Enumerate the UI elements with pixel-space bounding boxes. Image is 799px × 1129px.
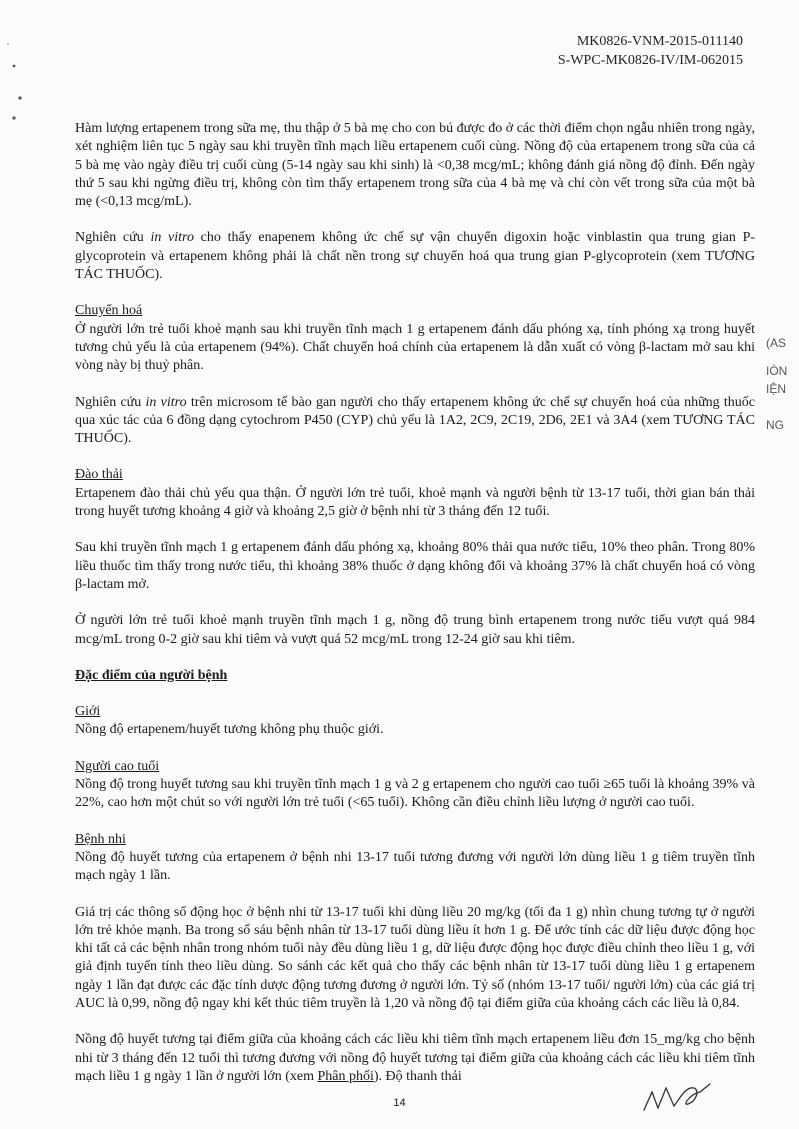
metabolism-heading: Chuyển hoá [75,303,143,319]
elderly-heading: Người cao tuổi [75,758,160,774]
gender-heading: Giới [75,704,101,720]
handwritten-initials [640,1078,720,1118]
partial-stamp-fragment: (AS IÒN IỆN NG [766,336,788,432]
document-code-line-2: S-WPC-MK0826-IV/IM-062015 [557,53,743,68]
in-vitro-term: in vitro [145,394,187,410]
paragraph-elderly: Nồng độ trong huyết tương sau khi truyền tĩnh mạch 1 g và 2 g ertapenem cho người cao tuổi ≥65 tuổi là khoảng 39% và 22%, cao hơn một chút so với người lớn trẻ tuổi (<65 tuổi). Không cần điều chỉnh liều lượng ở người cao tuổi. [75,777,755,811]
patient-characteristics-title: Đặc điểm của người bệnh [75,667,228,683]
paragraph-urine-concentration: Ở người lớn trẻ tuổi khoẻ mạnh truyền tĩnh mạch 1 g, nồng độ trung bình ertapenem trong nước tiểu vượt quá 984 mcg/mL trong 0-2 giờ sau khi tiêm và vượt quá 52 mcg/mL trong 12-24 giờ sau khi tiêm. [75,613,755,647]
paragraph-p-glycoprotein: Nghiên cứu in vitro cho thấy enapenem không ức chế sự vận chuyển digoxin hoặc vinblastin qua trung gian P-glycoprotein và ertapenem không phải là chất nền trong sự chuyển hoá qua trung gian P-glycoprotein (xem TƯƠNG TÁC THUỐC). [75,230,756,283]
paragraph-gender: Nồng độ ertapenem/huyết tương không phụ thuộc giới. [75,722,384,738]
paragraph-elimination: Ertapenem đào thải chủ yếu qua thận. Ở người lớn trẻ tuổi, khoẻ mạnh và người bệnh từ 13-17 tuổi, thời gian bán thải trong huyết tương khoảng 4 giờ và khoảng 2,5 giờ ở bệnh nhi từ 3 tháng đến 12 tuổi. [75,485,755,520]
in-vitro-term: in vitro [150,230,194,246]
paragraph-cyp-inhibition: Nghiên cứu in vitro trên microsom tế bào gan người cho thấy ertapenem không ức chế sự chuyển hoá của những thuốc qua xúc tác của 6 đồng dạng cytochrom P450 (CYP) chủ yếu là 1A2, 2C9, 2C19, 2D6, 2E1 và 3A4 (xem TƯƠNG TÁC THUỐC). [75,394,756,447]
paragraph-breast-milk: Hàm lượng ertapenem trong sữa mẹ, thu thập ở 5 bà mẹ cho con bú được đo ở các thời điểm chọn ngẫu nhiên trong ngày, xét nghiệm liên tục 5 ngày sau khi truyền tĩnh mạch liều ertapenem cuối cùng. Nồng độ của ertapenem trong sữa của cả 5 bà mẹ vào ngày điều trị cuối cùng (5-14 ngày sau khi sinh) là <0,38 mcg/mL; không đánh giá nồng độ đỉnh. Đến ngày thứ 5 sau khi ngừng điều trị, không còn tìm thấy ertapenem trong sữa của 4 bà mẹ và chỉ còn vết trong sữa của một bà mẹ (<0,13 mcg/mL). [75,121,755,210]
page-number: 14 [393,1097,406,1109]
paragraph-radiolabel-excretion: Sau khi truyền tĩnh mạch 1 g ertapenem đánh dấu phóng xạ, khoảng 80% thải qua nước tiểu, 10% theo phân. Trong 80% liều thuốc tìm thấy trong nước tiểu, thì khoảng 38% thuốc ở dạng không đổi và khoảng 37% là chất chuyển hoá có vòng β-lactam mở. [75,540,755,592]
paragraph-pediatric: Nồng độ huyết tương của ertapenem ở bệnh nhi 13-17 tuổi tương đương với người lớn dùng liều 1 g tiêm truyền tĩnh mạch ngày 1 lần. [75,849,755,884]
document-code-line-1: MK0826-VNM-2015-011140 [576,34,743,49]
paragraph-pediatric-kinetics: Giá trị các thông số động học ở bệnh nhi từ 13-17 tuổi khi dùng liều 20 mg/kg (tối đa 1 g) nhìn chung tương tự ở người lớn trẻ khỏe mạnh. Ba trong số sáu bệnh nhân từ 13-17 tuổi dùng liều ít hơn 1 g. Để ước tính các dữ liệu được động học khi tất cả các bệnh nhân trong nhóm tuổi này đều dùng liều 1 g, dữ liệu được động học được điều chỉnh theo liều 1 g, với giả định tuyến tính theo liều dùng. So sánh các kết quả cho thấy các bệnh nhân từ 13-17 tuổi dùng liều 1 g ertapenem ngày 1 lần đạt được các đặc tính dược động tương đương ở người lớn. Tỷ số (nhóm 13-17 tuổi/ người lớn) của các giá trị AUC là 0,99, nồng độ ngay khi kết thúc tiêm truyền là 1,20 và nồng độ tại điểm giữa của khoảng cách các liều là 0,84. [75,904,755,1011]
paragraph-pediatric-midpoint: Nồng độ huyết tương tại điểm giữa của khoảng cách các liều khi tiêm tĩnh mạch ertapenem liều đơn 15_mg/kg cho bệnh nhi từ 3 tháng đến 12 tuổi thì tương đương với nồng độ huyết tương tại điểm giữa của khoảng cách các liều khi tiêm tĩnh mạch liều 1 g ngày 1 lần ở người lớn (xem Phân phối). Độ thanh thải [75,1032,755,1084]
scan-margin-marks [0,0,40,130]
distribution-reference: Phân phối [317,1068,374,1084]
pediatric-heading: Bệnh nhi [75,831,126,847]
paragraph-metabolism: Ở người lớn trẻ tuổi khoẻ mạnh sau khi truyền tĩnh mạch 1 g ertapenem đánh dấu phóng xạ, tính phóng xạ trong huyết tương chủ yếu là của ertapenem (94%). Chất chuyển hoá chính của ertapenem là dẫn xuất có vòng β-lactam mở sau khi vòng này bị thuỷ phân. [75,321,755,374]
document-body [75,120,755,1086]
document-code-header [558,32,743,70]
elimination-heading: Đào thải [75,467,123,483]
